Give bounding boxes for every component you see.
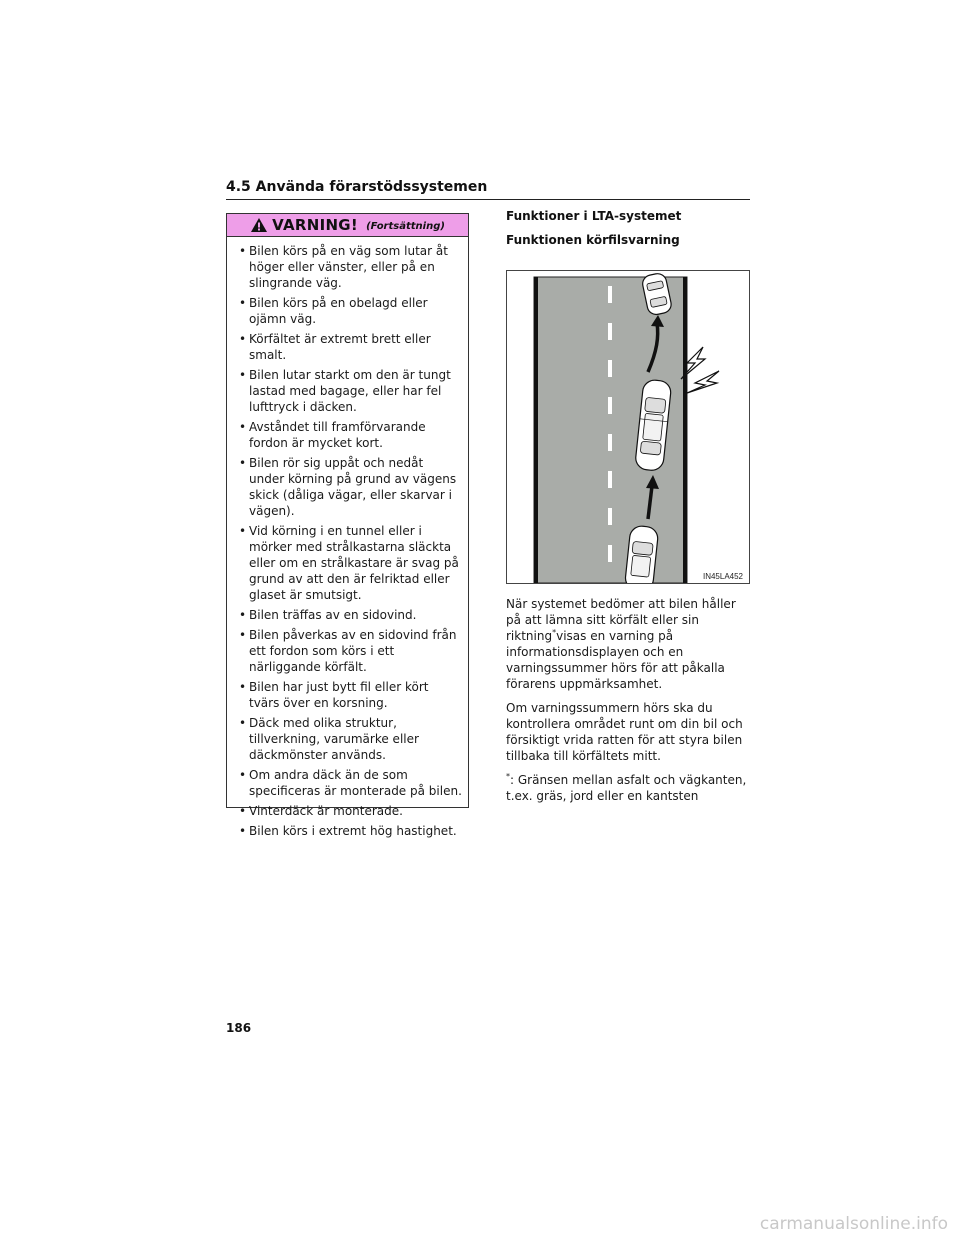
heading-lta-functions: Funktioner i LTA-systemet: [506, 209, 682, 223]
list-item: • Om andra däck än de som specificeras är monterade på bilen.: [239, 768, 462, 798]
paragraph-warning-description: När systemet bedömer att bilen håller på att lämna sitt körfält eller sin riktning*visas en varning på informationsdisplayen och en varningssummer hörs för att påkalla förarens uppmärksamhet.: [506, 597, 736, 691]
warning-title: VARNING!: [272, 216, 359, 234]
list-item: • Bilen träffas av en sidovind.: [239, 608, 417, 622]
body-text: [506, 596, 750, 812]
list-item: • Däck med olika struktur, tillverkning, varumärke eller däckmönster används.: [239, 716, 419, 762]
warning-continued: (Fortsättning): [366, 221, 445, 232]
footnote-mark: *: [506, 772, 510, 781]
warning-list: [227, 237, 468, 839]
lane-departure-illustration: [506, 270, 750, 584]
list-item: • Bilen rör sig uppåt och nedåt under körning på grund av vägens skick (dåliga vägar, eller skarvar i vägen).: [239, 456, 457, 518]
section-title: 4.5 Använda förarstödssystemen: [226, 179, 488, 195]
list-item: • Bilen körs på en obelagd eller ojämn väg.: [239, 296, 428, 326]
heading-lane-departure-warning: Funktionen körfilsvarning: [506, 233, 680, 247]
page-number: 186: [226, 1021, 252, 1035]
list-item: • Vinterdäck är monterade.: [239, 804, 403, 818]
warning-header: [227, 214, 468, 237]
paragraph-buzzer-instruction: Om varningssummern hörs ska du kontrollera området runt om din bil och försiktigt vrida ratten för att styra bilen tillbaka till körfältets mitt.: [506, 701, 743, 763]
list-item: • Bilen körs i extremt hög hastighet.: [239, 824, 457, 838]
list-item: • Avståndet till framförvarande fordon är mycket kort.: [239, 420, 426, 450]
list-item: • Bilen lutar starkt om den är tungt lastad med bagage, eller har fel lufttryck i däcken.: [239, 368, 451, 414]
watermark: carmanualsonline.info: [759, 1214, 948, 1234]
figure-code: IN45LA452: [702, 572, 743, 581]
list-item: • Bilen körs på en väg som lutar åt höger eller vänster, eller på en slingrande väg.: [239, 244, 448, 290]
list-item: • Bilen har just bytt fil eller kört tvärs över en korsning.: [239, 680, 429, 710]
lightning-icon-2: [687, 371, 719, 393]
lane-illustration-svg: [507, 271, 749, 583]
list-item: • Körfältet är extremt brett eller smalt.: [239, 332, 431, 362]
warning-triangle-icon: [250, 217, 268, 233]
list-item: • Bilen påverkas av en sidovind från ett fordon som körs i ett närliggande körfält.: [239, 628, 457, 674]
list-item: • Vid körning i en tunnel eller i mörker med strålkastarna släckta eller om en strålkastare är svag på grund av att den är felriktad eller glaset är smutsigt.: [239, 524, 459, 602]
warning-box: [226, 213, 469, 838]
footnote: *: Gränsen mellan asfalt och vägkanten, t.ex. gräs, jord eller en kantsten: [506, 772, 747, 803]
right-column: [506, 209, 750, 247]
section-divider: [226, 199, 750, 200]
footnote-mark: *: [552, 628, 557, 637]
